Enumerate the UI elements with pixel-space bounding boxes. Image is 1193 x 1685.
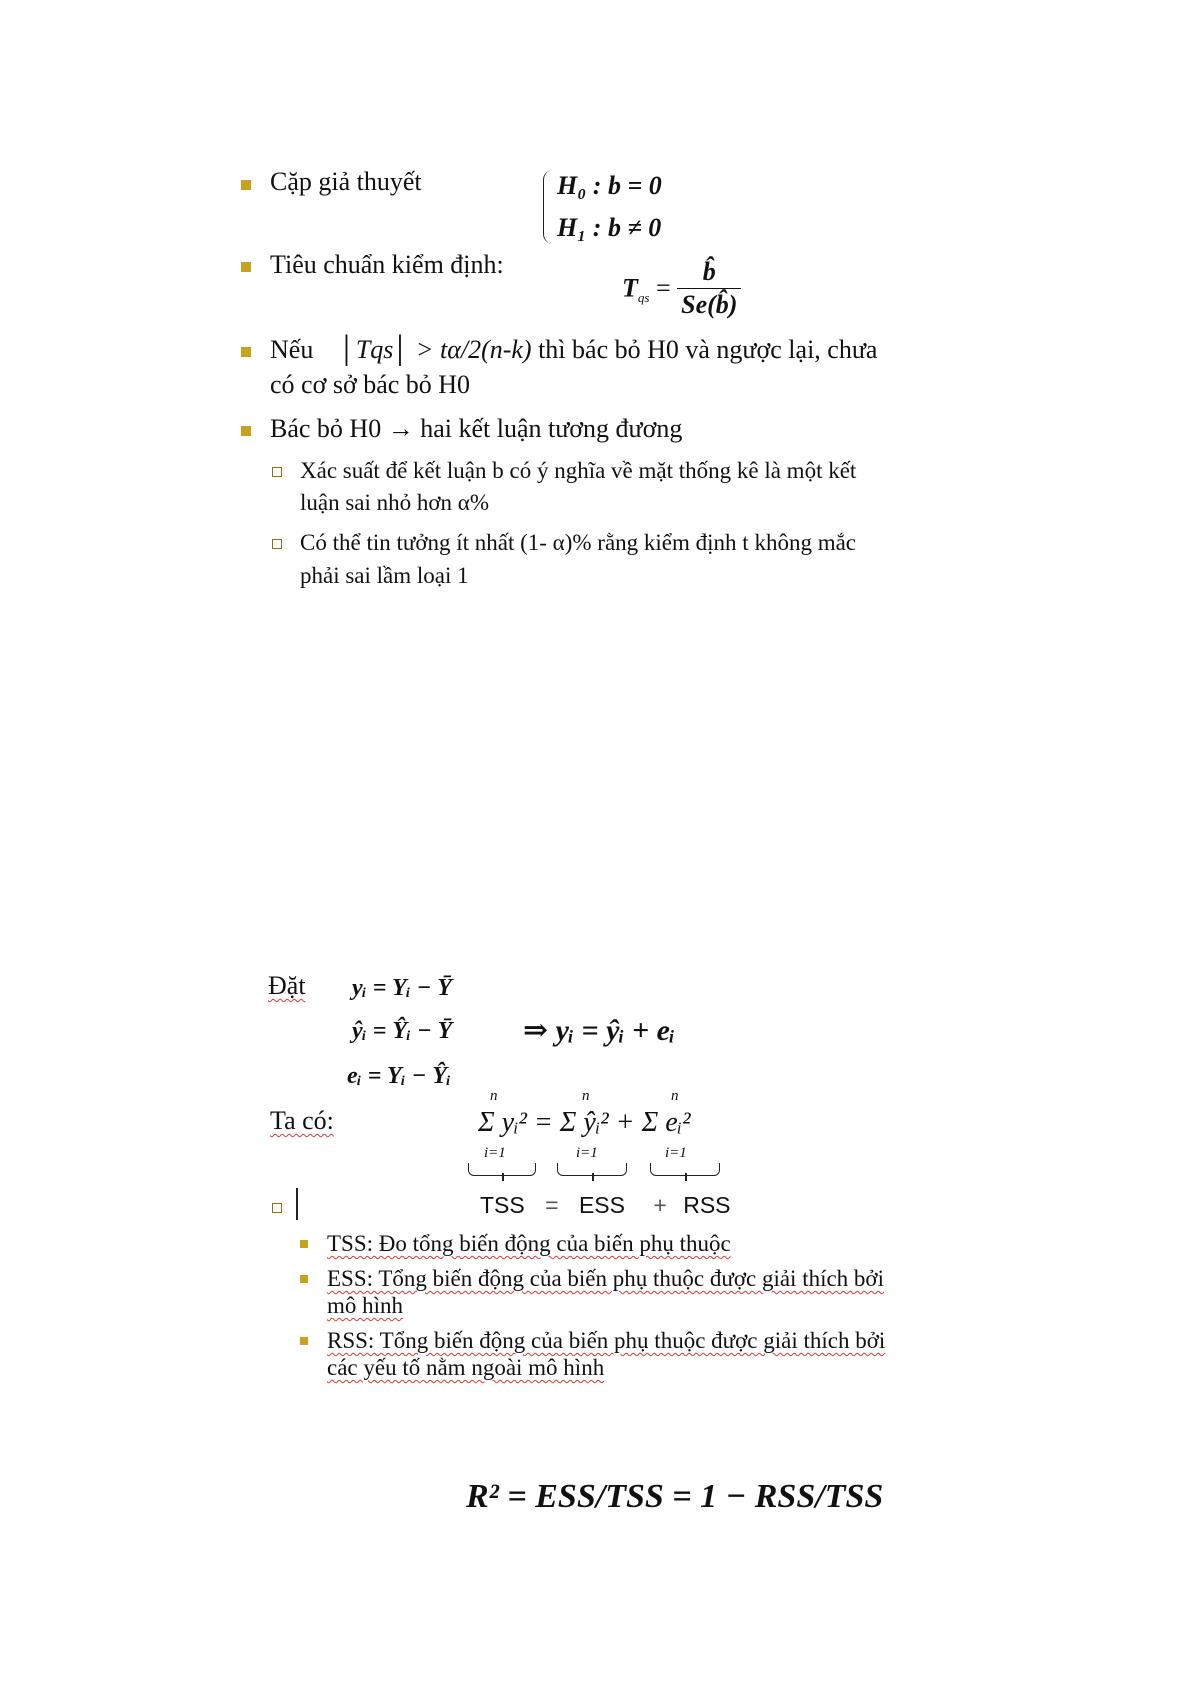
reject-line: Bác bỏ H0 → hai kết luận tương đương [270,414,683,443]
sub2-box [272,539,282,549]
reject-bullet [241,426,251,436]
test-lhs: T [622,273,638,303]
list-item-bullet [300,1275,308,1283]
def-y: yᵢ = Yᵢ − Ȳ [352,975,452,1001]
list-item: RSS: Tổng biến động của biến phụ thuộc được giải thích bởi [327,1328,886,1353]
plus-sign: + [653,1192,667,1218]
list-item-cont: các yếu tố nằm ngoài mô hình [327,1355,605,1380]
rule-suffix: thì bác bỏ H0 và ngược lại, chưa [538,335,878,364]
rule-bullet [241,347,251,357]
sub2-line2: phải sai lầm loại 1 [300,563,469,588]
rule-line2: có cơ sở bác bỏ H0 [270,370,471,399]
brace-ess [557,1163,627,1176]
sub1-line2: luận sai nhỏ hơn α% [300,490,490,515]
sub1-box [272,467,282,477]
hypothesis-label: Cặp giả thuyết [270,167,422,196]
taco-label: Ta có: [270,1106,334,1135]
sub1-line1: Xác suất để kết luận b có ý nghĩa về mặt thống kê là một kết [300,458,857,483]
sum-top-1: n [490,1088,498,1104]
sum-bottom-1: i=1 [484,1145,506,1161]
list-item-bullet [300,1337,308,1345]
rule-condition: │Tqs│ > tα/2(n-k) [339,335,532,364]
rule-prefix: Nếu [270,335,314,364]
sub2-line1: Có thể tin tưởng ít nhất (1- α)% rằng kiểm định t không mắc [300,530,856,555]
sum-bottom-2: i=1 [576,1145,598,1161]
sum-bottom-3: i=1 [665,1145,687,1161]
brace-rss [650,1163,720,1176]
brace-tss [468,1163,536,1176]
sum-top-2: n [582,1088,590,1104]
list-item: ESS: Tổng biến động của biến phụ thuộc được giải thích bởi [327,1266,884,1291]
def-yhat: ŷᵢ = Ŷᵢ − Ȳ [352,1018,453,1044]
hypothesis-brace [543,170,554,244]
eq-sign: = [545,1192,559,1218]
list-item-cont: mô hình [327,1293,404,1318]
ess-label: ESS [578,1192,625,1218]
implies-formula: ⇒ yᵢ = ŷᵢ + eᵢ [523,1014,676,1047]
dat-label: Đặt [268,971,306,1000]
test-label: Tiêu chuẩn kiểm định: [270,250,504,279]
decomposition-row [480,1192,731,1219]
test-numerator: b̂ [677,256,741,289]
sum-equation: Σ yᵢ² = Σ ŷᵢ² + Σ eᵢ² [478,1107,691,1138]
rss-label: RSS [683,1192,731,1218]
list-item-bullet [300,1240,308,1248]
cursor-bar [296,1188,298,1220]
rule-line [270,334,877,366]
tss-label: TSS [480,1192,525,1218]
test-statistic-formula: $T_{qs}$ = $\frac{b̂}{Se(b̂)}$ [622,258,741,323]
hypothesis-bullet [241,180,251,190]
test-lhs-sub: qs [637,290,650,306]
def-e: eᵢ = Yᵢ − Ŷᵢ [347,1063,451,1089]
hypothesis-h0: H₀ : b = 0 [557,171,662,200]
sum-top-3: n [671,1088,679,1104]
r-squared-formula: R² = ESS/TSS = 1 − RSS/TSS [466,1478,884,1515]
test-bullet [241,262,251,272]
list-box [272,1203,282,1213]
test-denominator: Se(b̂) [681,290,738,319]
hypothesis-h1: H₁ : b ≠ 0 [557,213,662,242]
list-item: TSS: Đo tổng biến động của biến phụ thuộc [327,1231,731,1256]
